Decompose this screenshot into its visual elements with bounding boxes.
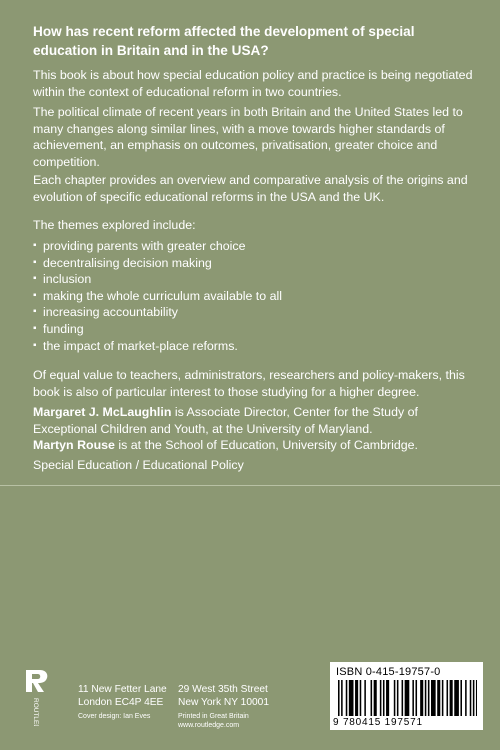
barcode-bar: [437, 680, 440, 716]
barcode-bar: [383, 680, 385, 716]
author-bio: [33, 437, 483, 454]
barcode-bar: [447, 680, 449, 716]
list-item: [33, 304, 473, 321]
isbn-barcode-box: [330, 662, 483, 730]
barcode-icon: [336, 680, 477, 716]
bullet-icon: ▪: [33, 289, 37, 301]
barcode-bar: [412, 680, 414, 716]
address-line: 29 West 35th Street: [178, 684, 268, 695]
bullet-icon: ▪: [33, 240, 37, 251]
theme-text: funding: [43, 321, 84, 336]
theme-text: providing parents with greater choice: [43, 239, 246, 253]
bullet-icon: ▪: [33, 273, 37, 285]
barcode-bar: [397, 680, 399, 716]
barcode-bar: [355, 680, 358, 716]
barcode-bar: [402, 680, 404, 716]
theme-text: increasing accountability: [43, 305, 178, 320]
chapter-overview-paragraph: Each chapter provides an overview and comparative analysis of the origins and evolution of specific educational reforms in the USA and the UK.: [33, 173, 468, 204]
barcode-bar: [364, 680, 366, 716]
logo-wordmark: ROUTLEDGE: [32, 698, 39, 726]
address-line: New York NY 10001: [178, 697, 269, 708]
routledge-logo: [22, 668, 62, 726]
list-item: [33, 238, 473, 255]
barcode-bar: [470, 680, 472, 716]
bullet-icon: ▪: [33, 322, 37, 334]
barcode-bar: [460, 680, 462, 716]
theme-text: inclusion: [43, 272, 92, 287]
author-name: Martyn Rouse: [33, 438, 115, 452]
barcode-bar: [338, 680, 340, 716]
barcode-bar: [425, 680, 427, 716]
barcode-bar: [450, 680, 453, 716]
value-statement: Of equal value to teachers, administrators, researchers and policy-makers, this book is also of particular interest to those studying for a higher degree.: [33, 368, 465, 399]
barcode-bar: [349, 680, 354, 716]
printed-line: Printed in Great Britain: [178, 713, 249, 720]
bullet-icon: ▪: [33, 339, 37, 351]
website-link: www.routledge.com: [178, 722, 240, 729]
barcode-bar: [442, 680, 444, 716]
barcode-bar: [405, 680, 410, 716]
printed-info: [178, 712, 249, 730]
author-name: Margaret J. McLaughlin: [33, 405, 172, 419]
barcode-digits: 9 780415 197571: [333, 717, 423, 728]
headline: How has recent reform affected the development of special education in Britain and in the USA?: [33, 24, 415, 58]
theme-text: decentralising decision making: [43, 255, 212, 270]
barcode-bar: [476, 680, 477, 716]
list-item: [33, 255, 473, 272]
political-climate-paragraph: The political climate of recent years in both Britain and the United States led to many changes along similar lines, with a move towards higher standards of achievement, an emphasis on outcomes, privatisation, greater choice and competition.: [33, 105, 463, 169]
uk-address: [78, 683, 167, 709]
us-address: [178, 683, 269, 709]
barcode-bar: [465, 680, 467, 716]
barcode-bar: [360, 680, 362, 716]
barcode-bar: [473, 680, 475, 716]
author-description: is at the School of Education, University of Cambridge.: [114, 438, 418, 452]
address-line: London EC4P 4EE: [78, 697, 164, 708]
list-item: [33, 271, 473, 288]
bullet-icon: ▪: [33, 256, 37, 268]
barcode-bar: [416, 680, 418, 716]
barcode-bar: [394, 680, 396, 716]
barcode-bar: [428, 680, 430, 716]
theme-text: the impact of market-place reforms.: [43, 338, 238, 353]
barcode-bar: [380, 680, 382, 716]
theme-text: making the whole curriculum available to all: [43, 288, 282, 303]
barcode-bar: [420, 680, 423, 716]
isbn-label: ISBN 0-415-19757-0: [336, 666, 441, 678]
author-bio: [33, 404, 483, 437]
barcode-bar: [386, 680, 389, 716]
barcode-bar: [341, 680, 343, 716]
barcode-bar: [371, 680, 373, 716]
bullet-icon: ▪: [33, 306, 37, 318]
subject-category: Special Education / Educational Policy: [33, 458, 244, 472]
intro-paragraph: This book is about how special education policy and practice is being negotiated within the context of educational reform in two countries.: [33, 68, 473, 99]
list-item: [33, 288, 473, 305]
divider: [0, 485, 500, 486]
barcode-bar: [374, 680, 377, 716]
barcode-bar: [346, 680, 348, 716]
author-description: is Associate Director, Center for the Study of Exceptional Children and Youth, at the University of Maryland.: [33, 405, 418, 436]
address-line: 11 New Fetter Lane: [78, 684, 167, 695]
barcode-bar: [454, 680, 459, 716]
list-item: [33, 321, 473, 338]
themes-intro: The themes explored include:: [33, 218, 196, 232]
themes-list: [33, 238, 473, 354]
list-item: [33, 338, 473, 355]
barcode-bar: [431, 680, 436, 716]
cover-design-credit: Cover design: Ian Eves: [78, 713, 151, 720]
